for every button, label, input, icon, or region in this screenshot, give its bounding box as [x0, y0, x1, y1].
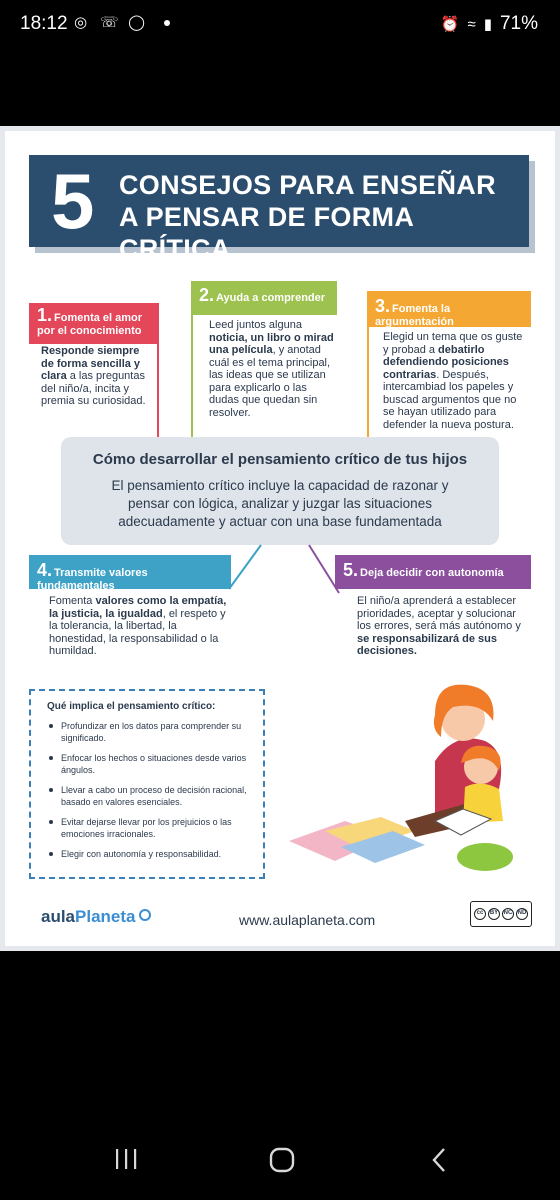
- recent-apps-button[interactable]: [114, 1146, 140, 1177]
- tip-5-label: 5. Deja decidir con autonomía: [335, 555, 531, 589]
- creative-commons-badge: cc BY NC ND: [470, 901, 532, 927]
- opera-icon: ◯: [128, 14, 145, 31]
- list-item: Enfocar los hechos o situaciones desde varios ángulos.: [47, 753, 251, 776]
- title-number: 5: [51, 157, 95, 245]
- tip-1-label: 1. Fomenta el amor por el conocimiento: [29, 303, 159, 344]
- wifi-icon: ≈: [467, 15, 476, 33]
- globe-logo-icon: [139, 909, 151, 921]
- recent-apps-icon: [114, 1146, 140, 1172]
- aulaplaneta-logo: aulaPlaneta: [41, 907, 151, 927]
- center-body: El pensamiento crítico incluye la capacidad de razonar y pensar con lógica, analizar y juzgar las situaciones adecuadamente y actuar con una base fundamentada: [111, 478, 449, 529]
- home-icon: [268, 1146, 296, 1174]
- list-item: Elegir con autonomía y responsabilidad.: [47, 849, 251, 861]
- tip-4-connector: [225, 543, 265, 591]
- back-icon: [430, 1146, 450, 1174]
- tip-3-label: 3. Fomenta la argumentación: [367, 291, 531, 327]
- title-text: CONSEJOS PARA ENSEÑAR A PENSAR DE FORMA CRÍTICA: [119, 170, 496, 264]
- list-item: Llevar a cabo un proceso de decisión racional, basado en valores esenciales.: [47, 785, 251, 808]
- tip-2-text: Leed juntos alguna noticia, un libro o mirad una película, y anotad cuál es el tema principal, las ideas que se utilizan para explicarlo o las dudas que quedan sin resolver.: [209, 319, 334, 419]
- notification-icons: [72, 14, 170, 31]
- implies-box: [29, 689, 265, 879]
- status-bar: [0, 0, 560, 50]
- list-item: Profundizar en los datos para comprender su significado.: [47, 721, 251, 744]
- implies-list: [47, 721, 251, 861]
- system-icons: [441, 13, 538, 35]
- tip-5-text: El niño/a aprenderá a establecer prioridades, aceptar y solucionar los errores, será más autónomo y se responsabilizará de sus decisiones.: [357, 595, 521, 657]
- tip-4-text: Fomenta valores como la empatía, la justicia, la igualdad, el respeto y la tolerancia, la libertad, la honestidad, la responsabilidad o la humildad.: [49, 595, 227, 657]
- globe-icon: ◎: [73, 14, 88, 31]
- tip-3-line: [367, 327, 369, 437]
- title-banner: [29, 155, 529, 264]
- tip-4-label: 4. Transmite valores fundamentales: [29, 555, 231, 589]
- battery-level: 71%: [499, 13, 538, 34]
- tip-1-text: Responde siempre de forma sencilla y clara a las preguntas del niño/a, incita y premia su curiosidad.: [41, 345, 146, 407]
- home-button[interactable]: [268, 1146, 296, 1179]
- tip-3-text: Elegid un tema que os guste y probad a debatirlo defendiendo posiciones contrarias. Después, intercambiad los papeles y buscad argumentos que no se hayan utilizado para defender la nueva postura.: [383, 331, 523, 431]
- tip-2-label: 2. Ayuda a comprender: [191, 281, 337, 315]
- back-button[interactable]: [430, 1146, 450, 1179]
- center-summary-box: [61, 437, 499, 545]
- navigation-bar: [0, 1130, 560, 1190]
- signal-icon: ▮: [483, 16, 492, 33]
- list-item: Evitar dejarse llevar por los prejuicios o las emociones irracionales.: [47, 817, 251, 840]
- whatsapp-icon: ☏: [100, 14, 119, 31]
- mother-child-reading-illustration: [285, 671, 535, 881]
- more-notifications-icon: [164, 20, 170, 26]
- status-time: 18:12: [20, 13, 68, 34]
- alarm-icon: ⏰: [440, 16, 460, 33]
- website-url: www.aulaplaneta.com: [239, 912, 376, 928]
- implies-title: Qué implica el pensamiento crítico:: [47, 701, 216, 712]
- tip-1-line: [157, 341, 159, 439]
- center-title: Cómo desarrollar el pensamiento crítico de tus hijos: [92, 451, 468, 468]
- infographic-image: [0, 126, 560, 951]
- tip-2-line: [191, 315, 193, 437]
